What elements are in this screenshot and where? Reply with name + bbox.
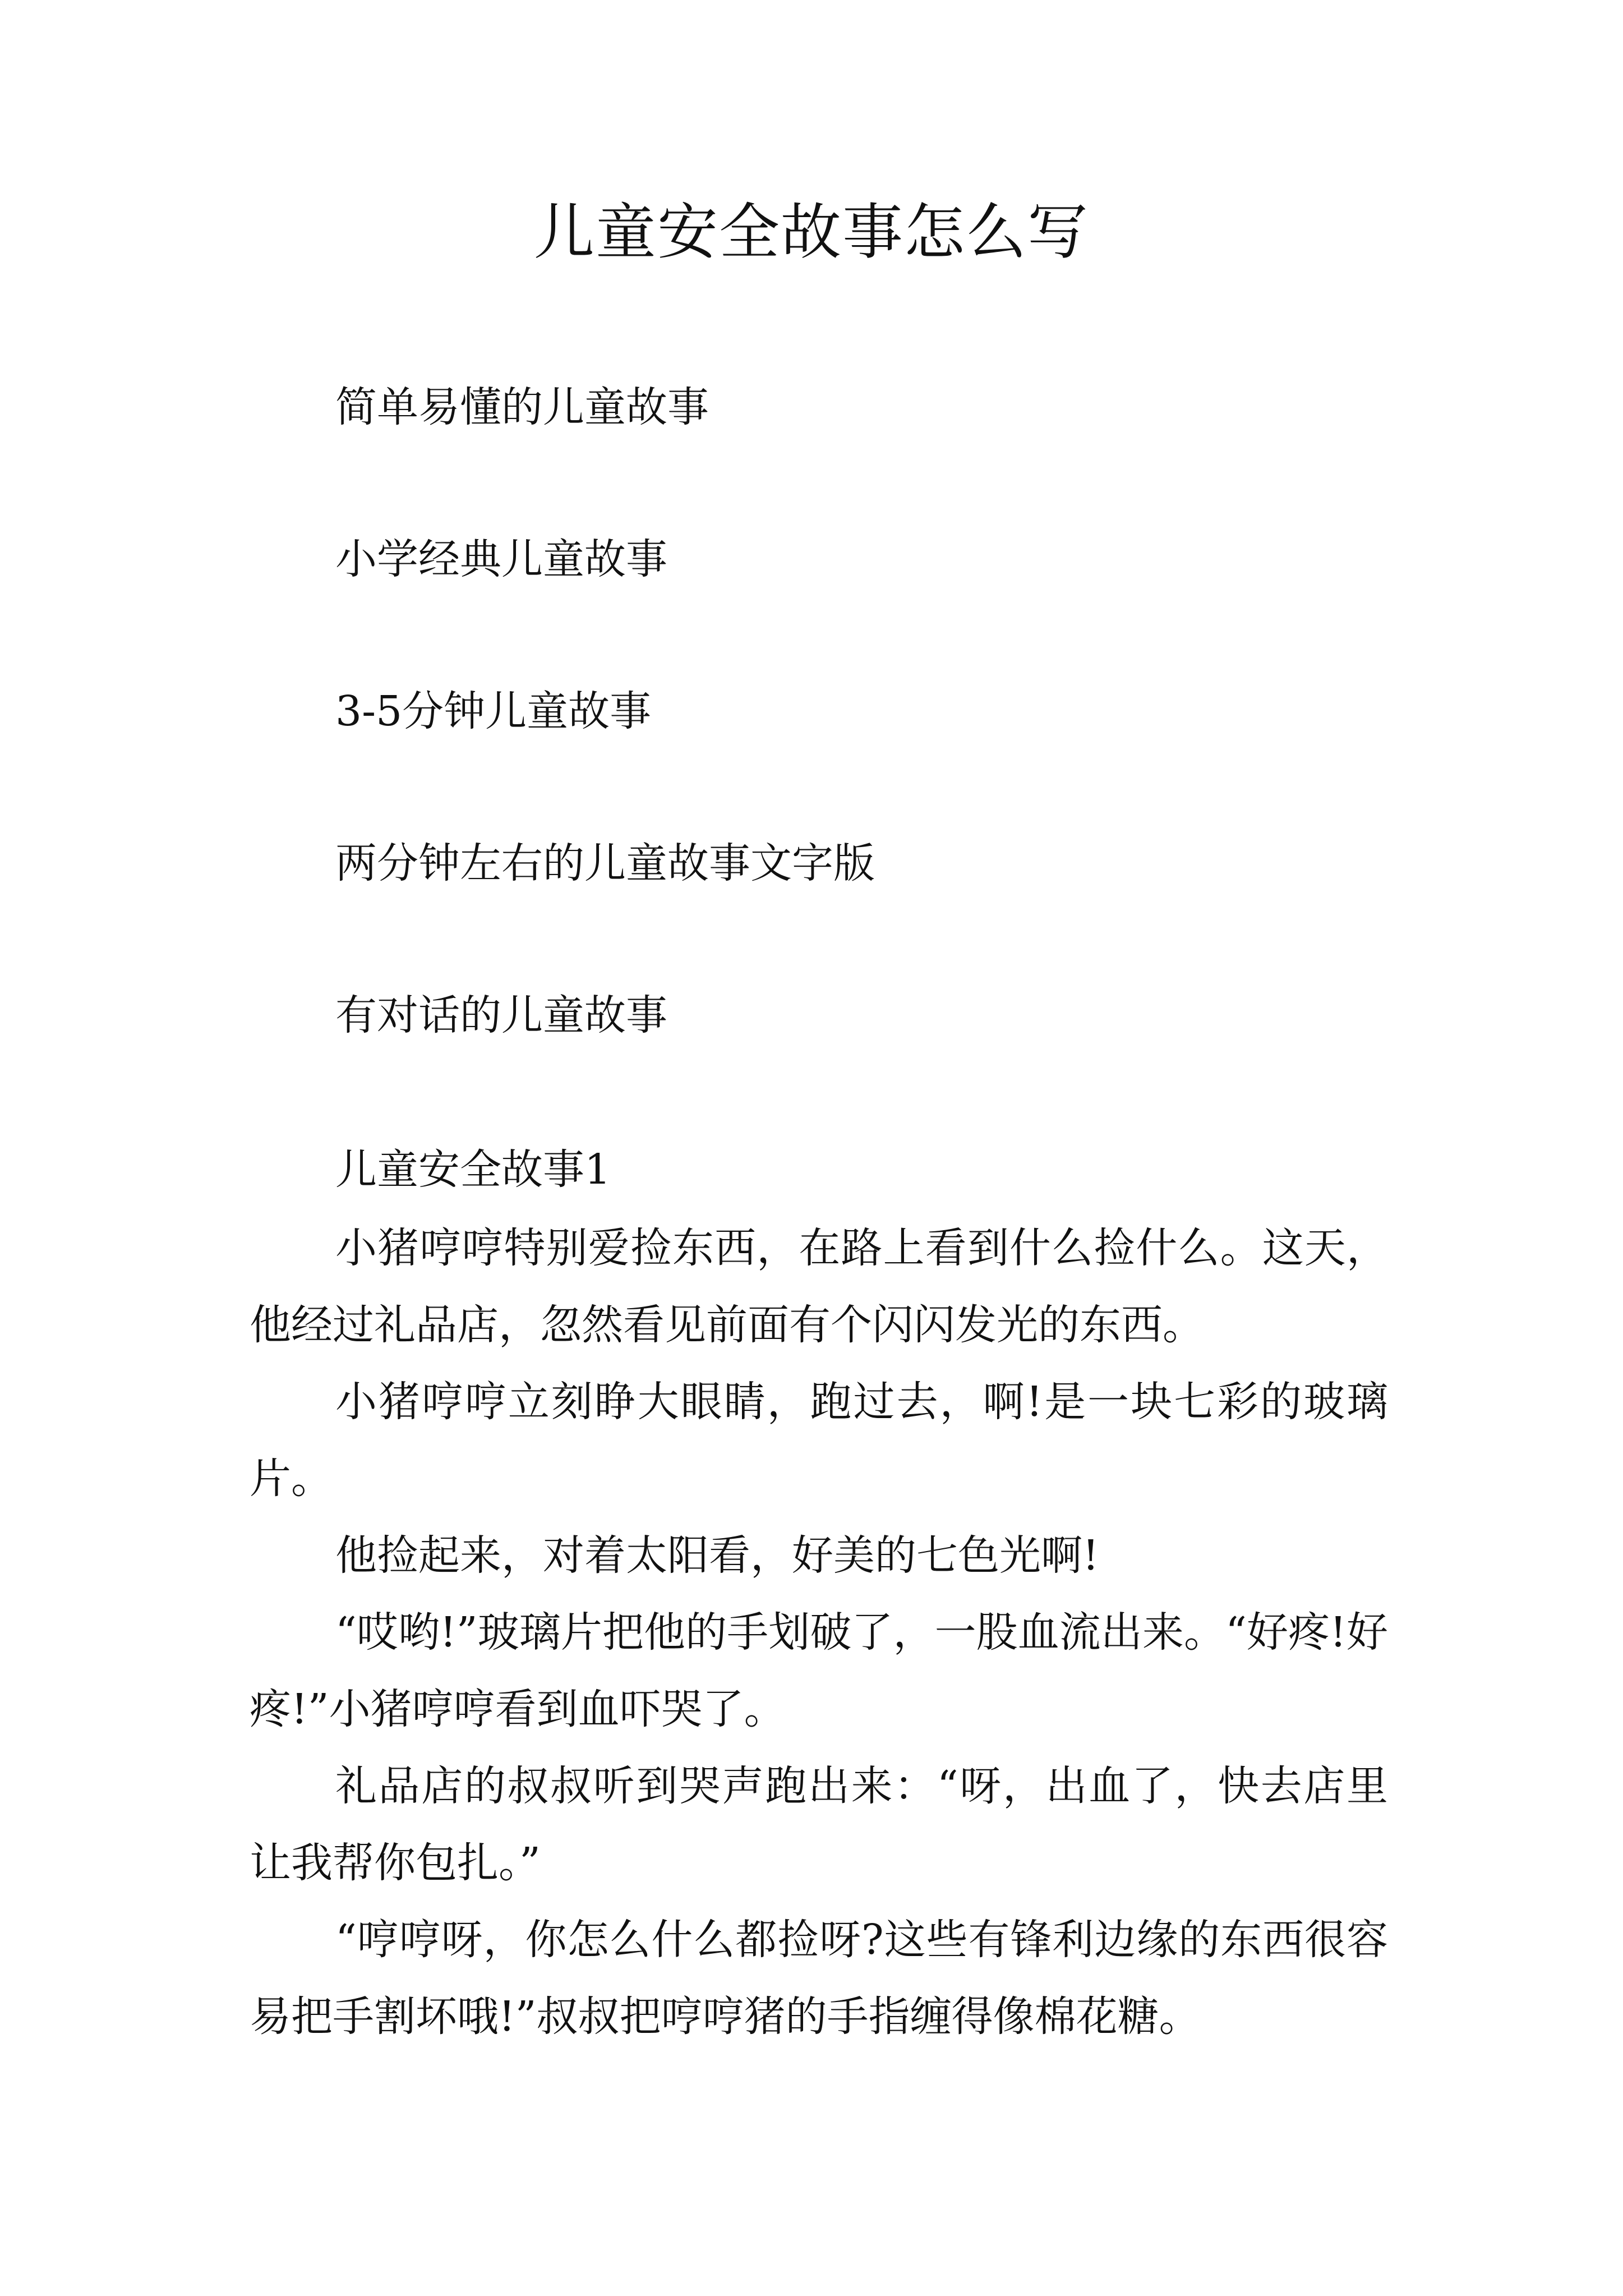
story-paragraph: 小猪哼哼特别爱捡东西，在路上看到什么捡什么。这天，他经过礼品店，忽然看见前面有个闪闪发光的东西。: [250, 1224, 1388, 1349]
story-paragraph: “哼哼呀，你怎么什么都捡呀?这些有锋利边缘的东西很容易把手割坏哦!”叔叔把哼哼猪的手指缠得像棉花糖。: [250, 1916, 1388, 2041]
topic-item: 小学经典儿童故事: [335, 535, 667, 583]
story-paragraph: “哎哟!”玻璃片把他的手划破了，一股血流出来。“好疼!好疼!”小猪哼哼看到血吓哭了。: [250, 1608, 1388, 1733]
related-topics-list: [335, 379, 875, 1043]
story-section: [250, 1142, 1388, 2055]
topic-item: 简单易懂的儿童故事: [335, 383, 709, 431]
document-title: 儿童安全故事怎么写: [533, 197, 1089, 268]
story-paragraph: 他捡起来，对着太阳看，好美的七色光啊!: [335, 1531, 1099, 1580]
story-heading: 儿童安全故事1: [335, 1145, 611, 1194]
story-paragraph: 小猪哼哼立刻睁大眼睛，跑过去，啊!是一块七彩的玻璃片。: [250, 1378, 1388, 1503]
story-paragraph: 礼品店的叔叔听到哭声跑出来：“呀，出血了，快去店里让我帮你包扎。”: [250, 1762, 1388, 1887]
topic-item: 两分钟左右的儿童故事文字版: [335, 839, 875, 887]
topic-item: 有对话的儿童故事: [335, 991, 667, 1039]
topic-item: 3-5分钟儿童故事: [335, 687, 652, 735]
